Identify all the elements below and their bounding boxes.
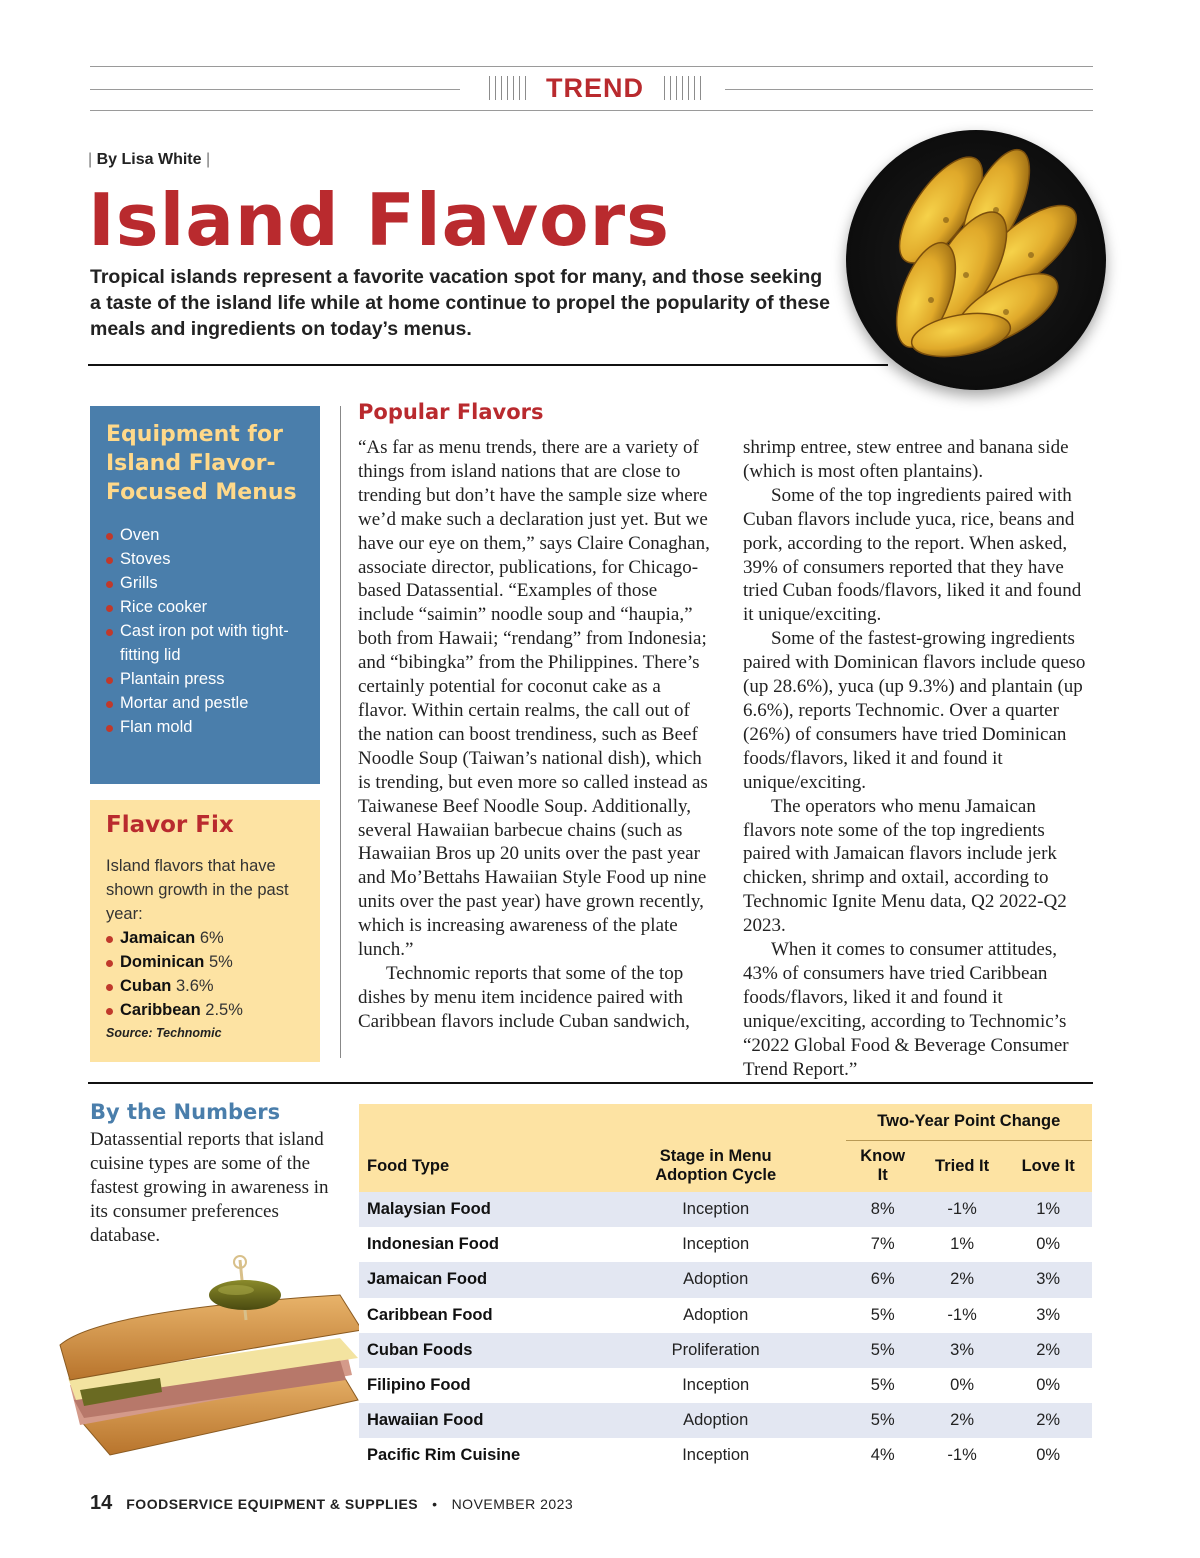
flavor-value: 3.6%	[175, 977, 214, 995]
article-column-1	[358, 436, 710, 1034]
header-bottom-rule	[90, 110, 1093, 111]
table-cell: Inception	[586, 1368, 846, 1403]
table-cell: 2%	[920, 1262, 1005, 1297]
flavor-name: Cuban	[120, 977, 172, 995]
table-cell: 0%	[1004, 1227, 1092, 1262]
footer-separator: •	[432, 1496, 438, 1512]
table-cell: 5%	[846, 1298, 920, 1333]
equipment-sidebar-title: Equipment for Island Flavor-Focused Menus	[106, 422, 297, 505]
flavor-value: 6%	[199, 929, 224, 947]
table-cell: Inception	[586, 1192, 846, 1227]
table-cell: Adoption	[586, 1403, 846, 1438]
article-paragraph: “As far as menu trends, there are a variety of things from island nations that are close to trending but don’t have the sample size where we’d make such a declaration just yet. But we have our eye on them,” says Claire Conaghan, associate director, publications, for Chicago-based Datassential. “Examples of those include “saimin” noodle soup and “haupia,” both from Hawaii; “rendang” from Indonesia; and “bibingka” from the Philippines. There’s certainly potential for coconut cake as a flavor. Within certain realms, the call out of the nation can boost trendiness, such as Beef Noodle Soup (Taiwan’s national dish), which is trending, but even more so called instead as Taiwanese Beef Noodle Soup. Additionally, several Hawaiian barbecue chains (such as Hawaiian Bros up 20 units over the past year and Mo’Bettahs Hawaiian Style Food up nine units over the past year) have grown recently, which is increasing awareness of the plate lunch.”	[358, 437, 710, 961]
flavor-fix-list	[106, 926, 304, 1022]
table-header-row	[359, 1140, 1092, 1192]
article-subhead: Popular Flavors	[358, 400, 544, 424]
by-the-numbers-text: Datassential reports that island cuisine types are some of the fastest growing in awareness in its consumer preferences database.	[90, 1129, 329, 1246]
table-cell: Filipino Food	[359, 1368, 586, 1403]
table-cell: Caribbean Food	[359, 1298, 586, 1333]
table-group-header: Two-Year Point Change	[846, 1104, 1092, 1140]
flavor-value: 2.5%	[205, 1001, 243, 1019]
table-cell: Jamaican Food	[359, 1262, 586, 1297]
table-cell: 5%	[846, 1368, 920, 1403]
table-cell: 2%	[1004, 1333, 1092, 1368]
table-row	[359, 1368, 1092, 1403]
table-row	[359, 1298, 1092, 1333]
table-cell: -1%	[920, 1298, 1005, 1333]
table-row	[359, 1192, 1092, 1227]
equipment-sidebar	[90, 406, 320, 784]
table-cell: 7%	[846, 1227, 920, 1262]
flavor-fix-sidebar	[90, 800, 320, 1062]
table-cell: 8%	[846, 1192, 920, 1227]
column-header: Food Type	[359, 1140, 586, 1192]
table-cell: 4%	[846, 1438, 920, 1473]
flavor-name: Caribbean	[120, 1001, 201, 1019]
table-cell: -1%	[920, 1438, 1005, 1473]
table-row	[359, 1403, 1092, 1438]
byline: | By Lisa White |	[88, 151, 211, 168]
table-cell: 0%	[1004, 1438, 1092, 1473]
table-cell: 3%	[920, 1333, 1005, 1368]
article-paragraph: Technomic reports that some of the top dishes by menu item incidence paired with Caribbean flavors include Cuban sandwich,	[358, 962, 690, 1032]
table-header-blank	[359, 1104, 846, 1140]
article-deck: Tropical islands represent a favorite vacation spot for many, and those seeking a taste of the island life while at home continue to propel the popularity of these meals and ingredients on today’s menus.	[90, 266, 831, 340]
page-footer	[90, 1492, 573, 1515]
list-item	[106, 998, 304, 1022]
article-paragraph: Some of the fastest-growing ingredients paired with Dominican flavors include queso (up 28.6%), yuca (up 9.3%) and plantain (up 6.6%), reports Technomic. Over a quarter (26%) of consumers have tried Dominican foods/flavors, liked it and found it unique/exciting.	[743, 628, 1086, 793]
article-paragraph: When it comes to consumer attitudes, 43% of consumers have tried Caribbean foods/flavors, liked it and found it unique/exciting, according to Technomic’s “2022 Global Food & Beverage Consumer Trend Report.”	[743, 939, 1069, 1080]
table-group-header-row	[359, 1104, 1092, 1140]
magazine-name: FOODSERVICE EQUIPMENT & SUPPLIES	[126, 1496, 419, 1512]
flavor-name: Dominican	[120, 953, 205, 971]
table-cell: -1%	[920, 1192, 1005, 1227]
header-mid-rule-right	[725, 89, 1093, 90]
table-cell: Inception	[586, 1227, 846, 1262]
table-row	[359, 1333, 1092, 1368]
list-item: Flan mold	[106, 715, 304, 739]
column-header: Know It	[846, 1140, 920, 1192]
list-item: Grills	[106, 571, 304, 595]
article-column-2	[743, 436, 1093, 1081]
table-cell: 0%	[1004, 1368, 1092, 1403]
list-item	[106, 950, 304, 974]
column-header: Love It	[1004, 1140, 1092, 1192]
table-row	[359, 1227, 1092, 1262]
section-header	[470, 70, 720, 106]
list-item	[106, 974, 304, 998]
column-header: Stage in Menu Adoption Cycle	[586, 1140, 846, 1192]
list-item: Mortar and pestle	[106, 691, 304, 715]
table-cell: Indonesian Food	[359, 1227, 586, 1262]
plantains-illustration	[846, 130, 1106, 390]
list-item: Cast iron pot with tight-fitting lid	[106, 619, 304, 667]
table-cell: Hawaiian Food	[359, 1403, 586, 1438]
table-cell: 3%	[1004, 1262, 1092, 1297]
header-mid-rule-left	[90, 89, 460, 90]
table-cell: 6%	[846, 1262, 920, 1297]
table-cell: Adoption	[586, 1298, 846, 1333]
plantains-photo	[846, 130, 1106, 390]
table-cell: 5%	[846, 1333, 920, 1368]
equipment-list	[106, 523, 304, 739]
table-row	[359, 1262, 1092, 1297]
article-paragraph: The operators who menu Jamaican flavors note some of the top ingredients paired with Jamaican flavors include jerk chicken, shrimp and oxtail, according to Technomic Ignite Menu data, Q2 2022-Q2 2023.	[743, 795, 1067, 937]
sandwich-photo	[40, 1250, 370, 1480]
table-cell: Pacific Rim Cuisine	[359, 1438, 586, 1473]
list-item: Plantain press	[106, 667, 304, 691]
list-item: Rice cooker	[106, 595, 304, 619]
flavor-name: Jamaican	[120, 929, 196, 947]
table-cell: 2%	[1004, 1403, 1092, 1438]
table-cell: Adoption	[586, 1262, 846, 1297]
page-number: 14	[90, 1492, 113, 1514]
flavor-fix-intro: Island flavors that have shown growth in the past year:	[106, 857, 289, 923]
list-item	[106, 926, 304, 950]
flavor-fix-source: Source: Technomic	[106, 1026, 222, 1040]
lower-section-rule	[88, 1082, 1093, 1084]
issue-date: NOVEMBER 2023	[451, 1496, 574, 1512]
list-item: Oven	[106, 523, 304, 547]
table-cell: 0%	[920, 1368, 1005, 1403]
column-header: Tried It	[920, 1140, 1005, 1192]
title-rule	[88, 364, 888, 366]
list-item: Stoves	[106, 547, 304, 571]
table-cell: Cuban Foods	[359, 1333, 586, 1368]
column-divider	[340, 406, 341, 1058]
table-row	[359, 1438, 1092, 1473]
island-cuisine-table	[359, 1104, 1092, 1474]
by-the-numbers-title: By the Numbers	[90, 1100, 281, 1124]
table-cell: Malaysian Food	[359, 1192, 586, 1227]
article-title: Island Flavors	[88, 178, 670, 262]
article-paragraph: shrimp entree, stew entree and banana side (which is most often plantains).	[743, 437, 1069, 482]
byline-author: By Lisa White	[96, 151, 202, 168]
sandwich-illustration	[40, 1250, 370, 1480]
table-cell: 1%	[920, 1227, 1005, 1262]
table-cell: 3%	[1004, 1298, 1092, 1333]
flavor-value: 5%	[208, 953, 233, 971]
header-top-rule	[90, 66, 1093, 67]
table-cell: Proliferation	[586, 1333, 846, 1368]
table-cell: 2%	[920, 1403, 1005, 1438]
tick-ornament-left	[489, 76, 526, 100]
article-paragraph: Some of the top ingredients paired with Cuban flavors include yuca, rice, beans and pork, according to the report. When asked, 39% of consumers reported that they have tried Cuban foods/flavors, liked it and found it unique/exciting.	[743, 484, 1082, 626]
table-cell: 1%	[1004, 1192, 1092, 1227]
section-label: TREND	[546, 72, 644, 103]
table-cell: 5%	[846, 1403, 920, 1438]
flavor-fix-title: Flavor Fix	[106, 812, 234, 838]
tick-ornament-right	[664, 76, 701, 100]
table-cell: Inception	[586, 1438, 846, 1473]
